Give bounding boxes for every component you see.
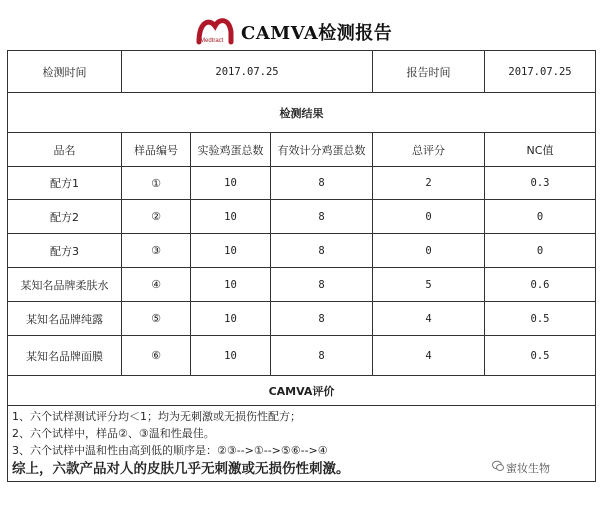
table-row	[8, 336, 596, 376]
results-section-title: 检测结果	[8, 93, 596, 133]
total-eggs: 10	[191, 302, 271, 336]
meta-row	[8, 51, 596, 93]
sample-id: ⑥	[122, 336, 191, 376]
valid-eggs: 8	[271, 167, 373, 200]
report-time-value: 2017.07.25	[485, 51, 596, 93]
total-eggs: 10	[191, 268, 271, 302]
nc-value: 0	[485, 200, 596, 234]
evaluation-section-title: CAMVA评价	[8, 376, 596, 406]
camva-logo-icon	[195, 14, 239, 50]
valid-eggs: 8	[271, 200, 373, 234]
product-name: 某知名品牌纯露	[8, 302, 122, 336]
total-score: 4	[373, 302, 485, 336]
table-row	[8, 234, 596, 268]
total-eggs: 10	[191, 167, 271, 200]
col-header: NC值	[485, 133, 596, 167]
report-header	[7, 8, 595, 50]
report-table	[7, 50, 596, 482]
total-score: 0	[373, 234, 485, 268]
test-time-value: 2017.07.25	[122, 51, 373, 93]
table-row	[8, 302, 596, 336]
valid-eggs: 8	[271, 234, 373, 268]
valid-eggs: 8	[271, 302, 373, 336]
product-name: 配方3	[8, 234, 122, 268]
report-time-label: 报告时间	[373, 51, 485, 93]
table-row	[8, 200, 596, 234]
total-score: 0	[373, 200, 485, 234]
nc-value: 0	[485, 234, 596, 268]
table-row	[8, 167, 596, 200]
sample-id: ②	[122, 200, 191, 234]
valid-eggs: 8	[271, 336, 373, 376]
nc-value: 0.6	[485, 268, 596, 302]
total-score: 5	[373, 268, 485, 302]
evaluation-conclusion: 综上，六款产品对人的皮肤几乎无刺激或无损伤性刺激。	[12, 461, 350, 477]
col-header: 总评分	[373, 133, 485, 167]
total-score: 2	[373, 167, 485, 200]
sample-id: ①	[122, 167, 191, 200]
total-eggs: 10	[191, 200, 271, 234]
evaluation-line: 3、六个试样中温和性由高到低的顺序是：②③-->①-->⑤⑥-->④	[12, 444, 328, 457]
logo-subtext: Medtract	[200, 38, 224, 44]
product-name: 配方2	[8, 200, 122, 234]
product-name: 配方1	[8, 167, 122, 200]
product-name: 某知名品牌面膜	[8, 336, 122, 376]
report-title: CAMVA检测报告	[241, 23, 393, 44]
nc-value: 0.5	[485, 302, 596, 336]
sample-id: ③	[122, 234, 191, 268]
watermark-text: 蜜妆生物	[506, 462, 550, 475]
table-row	[8, 268, 596, 302]
results-title-row	[8, 93, 596, 133]
col-header: 样品编号	[122, 133, 191, 167]
wechat-icon	[492, 460, 504, 472]
product-name: 某知名品牌柔肤水	[8, 268, 122, 302]
sample-id: ④	[122, 268, 191, 302]
results-header-row	[8, 133, 596, 167]
sample-id: ⑤	[122, 302, 191, 336]
total-eggs: 10	[191, 234, 271, 268]
col-header: 实验鸡蛋总数	[191, 133, 271, 167]
evaluation-line: 2、六个试样中，样品②、③温和性最佳。	[12, 427, 215, 440]
total-eggs: 10	[191, 336, 271, 376]
test-time-label: 检测时间	[8, 51, 122, 93]
col-header: 有效计分鸡蛋总数	[271, 133, 373, 167]
total-score: 4	[373, 336, 485, 376]
valid-eggs: 8	[271, 268, 373, 302]
col-header: 品名	[8, 133, 122, 167]
nc-value: 0.3	[485, 167, 596, 200]
evaluation-line: 1、六个试样测试评分均＜1；均为无刺激或无损伤性配方；	[12, 410, 301, 423]
evaluation-title-row	[8, 376, 596, 406]
nc-value: 0.5	[485, 336, 596, 376]
